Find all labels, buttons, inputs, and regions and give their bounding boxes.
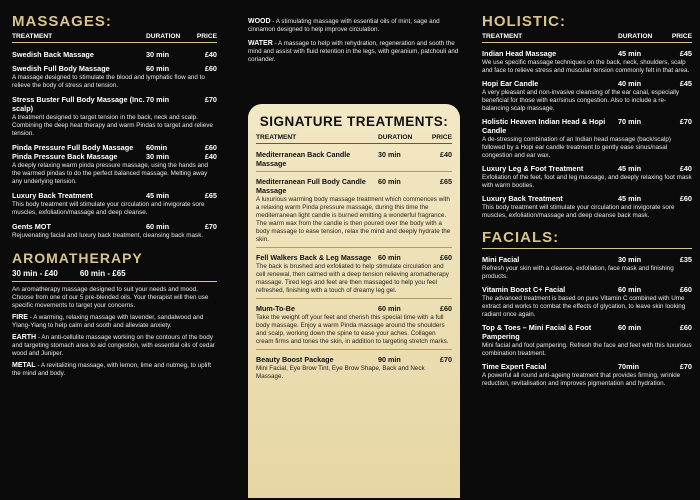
- massage-item: [12, 143, 217, 186]
- item-duration: 70min: [618, 362, 640, 371]
- item-duration: 45 min: [618, 49, 642, 58]
- item-price: £45: [679, 79, 692, 88]
- oil-text: - A warming, relaxing massage with lavender, sandalwood and Ylang-Ylang to help calm and sooth and alleviate anxiety.: [12, 314, 204, 329]
- holistic-header: [482, 33, 692, 43]
- item-duration: 45 min: [146, 191, 170, 200]
- item-name: Indian Head Massage: [482, 49, 557, 58]
- massages-title: MASSAGES:: [12, 13, 112, 30]
- facial-item: [482, 323, 692, 358]
- signature-title: SIGNATURE TREATMENTS:: [259, 114, 449, 129]
- item-duration: 30 min: [146, 50, 170, 59]
- massage-item: [12, 64, 217, 90]
- item-price: £40: [440, 150, 452, 159]
- oil-label: METAL: [12, 362, 36, 369]
- item-name: Swedish Full Body Massage: [12, 64, 110, 73]
- item-description: This body treatment will stimulate your circulation and invigorate sore muscles, exfoliation/massage and deep cleanse.: [12, 201, 205, 216]
- item-name: Time Expert Facial: [482, 362, 547, 371]
- item-description: Mini Facial, Eye Brow Tint, Eye Brow Shape, Back and Neck Massage.: [256, 365, 425, 380]
- oil-label: WOOD: [248, 18, 271, 25]
- item-price: £60: [679, 285, 692, 294]
- item-duration: 60 min: [378, 177, 401, 186]
- header-price: PRICE: [196, 33, 217, 40]
- header-duration: DURATION: [146, 33, 181, 40]
- item-price: £40: [679, 164, 692, 173]
- signature-item: [256, 150, 452, 172]
- item-price: £70: [679, 362, 692, 371]
- item-name: Stress Buster Full Body Massage (Inc. scalp): [12, 95, 145, 113]
- item-name: Top & Toes – Mini Facial & Foot Pampering: [482, 323, 592, 341]
- item-name: Beauty Boost Package: [256, 355, 334, 364]
- item-description: We use specific massage techniques on the back, neck, shoulders, scalp and face to relieve stress and muscular tension commonly felt in that area.: [482, 59, 690, 74]
- facial-item: [482, 285, 692, 319]
- item-price: £35: [679, 255, 692, 264]
- aroma-continued-column: [248, 0, 466, 64]
- item-price: £40: [204, 152, 217, 161]
- item-name: Pinda Pressure Full Body Massage: [12, 143, 134, 152]
- aroma-price-60: 60 min - £65: [79, 269, 126, 278]
- item-description: A very pleasant and non-invasive cleansing of the ear canal, especially beneficial for those with ear/sinus congestion. Also to include a re-balancing scalp massage.: [482, 89, 680, 112]
- massage-item: [12, 222, 217, 240]
- holistic-item: [482, 194, 692, 220]
- item-duration: 30 min: [146, 152, 170, 161]
- item-price: £60: [679, 323, 692, 332]
- holistic-facials-column: [482, 0, 692, 388]
- item-description: A treatment designed to target tension in the back, neck and scalp. Combining the deep heat therapy and warm Pindas to target and relieve tension.: [12, 114, 213, 137]
- item-price: £60: [204, 64, 217, 73]
- oil-fire: [12, 314, 217, 330]
- signature-item: [256, 177, 452, 248]
- header-treatment: TREATMENT: [12, 33, 53, 40]
- item-description: A powerful all round anti-ageing treatment that provides firming, wrinkle reduction, revitalisation and improves pigmentation and hydration.: [482, 372, 681, 387]
- item-description: The advanced treatment is based on pure Vitamin C combined with Ume extract and works to combat the effects of glycation, to leave skin looking radiant once again.: [482, 295, 686, 318]
- item-price: £70: [204, 95, 217, 104]
- item-description: Mini facial and foot pampering. Refresh the face and feet with this luxurious combination treatment.: [482, 342, 692, 357]
- item-duration: 70 min: [146, 95, 170, 104]
- item-price: £60: [679, 194, 692, 203]
- massages-column: [12, 0, 217, 378]
- item-description: Take the weight off your feet and cherish this special time with a full body massage. Enjoy a warm Pinda massage around the shoulders and scalp, working down the spine to ease your aches. Collagen cream firms and tones the skin, in addition to targeting stretch marks.: [256, 314, 449, 345]
- oil-text: - A revitalizing massage, with lemon, lime and nutmeg, to uplift the mind and body.: [12, 362, 211, 377]
- item-duration: 60min: [146, 143, 168, 152]
- oil-label: WATER: [248, 40, 273, 47]
- header-duration: DURATION: [618, 33, 653, 40]
- oil-water: [248, 40, 466, 64]
- header-treatment: TREATMENT: [482, 33, 523, 40]
- massage-item: [12, 95, 217, 138]
- facial-item: [482, 255, 692, 281]
- item-description: Rejuvenating facial and luxury back treatment, cleansing back mask.: [12, 232, 204, 239]
- item-price: £65: [440, 177, 452, 186]
- item-price: £70: [440, 355, 452, 364]
- item-price: £40: [204, 50, 217, 59]
- item-description: A de-stressing combination of an Indian head massage (back/scalp) followed by a Hopi ear candle treatment to gently ease sinus/nasal congestion and ear wax.: [482, 136, 672, 159]
- oil-label: EARTH: [12, 334, 37, 341]
- item-name: Mum-To-Be: [256, 304, 295, 313]
- oil-wood: [248, 18, 466, 34]
- item-duration: 60 min: [618, 285, 642, 294]
- item-description: A luxurious warming body massage treatment which commences with a relaxing warm Pinda pressure massage, during this time the mediterranean light candle is burned emitting a wonderful fragrance. The warm wax from the candle is then poured over the body with a body massage to ease tension, relax the mind and deeply hydrate the skin.: [256, 196, 451, 243]
- header-price: PRICE: [671, 33, 692, 40]
- item-name: Luxury Back Treatment: [12, 191, 93, 200]
- item-name: Mediterranean Full Body Candle Massage: [256, 177, 366, 195]
- item-price: £60: [440, 304, 452, 313]
- oil-metal: [12, 362, 217, 378]
- holistic-title: HOLISTIC:: [482, 13, 566, 30]
- oil-earth: [12, 334, 217, 358]
- item-description: This body treatment will stimulate your circulation and invigorate sore muscles, exfoliation/massage and deep cleanse back mask.: [482, 204, 675, 219]
- aromatherapy-intro: An aromatherapy massage designed to suit your needs and mood. Choose from one of our 5 pre-blended oils. Your therapist will then use specific movements to target your concerns.: [12, 286, 209, 309]
- item-price: £60: [440, 253, 452, 262]
- item-name: Mediterranean Back Candle Massage: [256, 150, 351, 168]
- item-name: Vitamin Boost C+ Facial: [482, 285, 566, 294]
- item-name: Holistic Heaven Indian Head & Hopi Candle: [482, 117, 606, 135]
- oil-text: - A massage to help with rehydration, regeneration and sooth the mind and assist with fluid retention in the legs, with geranium, patchouli and coriander.: [248, 40, 459, 63]
- signature-panel: [248, 104, 460, 498]
- massage-item: [12, 191, 217, 217]
- aroma-price-30: 30 min - £40: [12, 269, 58, 278]
- item-duration: 60 min: [378, 253, 401, 262]
- header-duration: DURATION: [378, 134, 413, 141]
- item-description: A massage designed to stimulate the blood and lymphatic flow and to relieve the body of stress and tension.: [12, 74, 205, 89]
- item-duration: 90 min: [378, 355, 401, 364]
- item-duration: 45 min: [618, 194, 642, 203]
- item-duration: 70 min: [618, 117, 642, 126]
- oil-text: - An anti-cellulite massage working on the contours of the body and targeting stomach area to aid congestion, with essential oils of cedar wood and Juniper.: [12, 334, 216, 357]
- item-duration: 30 min: [378, 150, 401, 159]
- item-price: £65: [204, 191, 217, 200]
- item-name: Gents MOT: [12, 222, 51, 231]
- massages-header: [12, 33, 217, 43]
- signature-header: [256, 134, 452, 144]
- item-duration: 45 min: [618, 164, 642, 173]
- item-name: Hopi Ear Candle: [482, 79, 539, 88]
- holistic-item: [482, 164, 692, 190]
- item-duration: 60 min: [146, 64, 170, 73]
- massage-item: [12, 50, 217, 59]
- item-price: £60: [204, 143, 217, 152]
- item-description: Refresh your skin with a cleanse, exfoliation, face mask and finishing products.: [482, 265, 674, 280]
- oil-label: FIRE: [12, 314, 28, 321]
- item-name: Mini Facial: [482, 255, 520, 264]
- signature-item: [256, 304, 452, 350]
- holistic-item: [482, 49, 692, 75]
- item-name: Luxury Leg & Foot Treatment: [482, 164, 584, 173]
- signature-item: [256, 253, 452, 299]
- signature-item: [256, 355, 452, 384]
- aromatherapy-title: AROMATHERAPY: [12, 250, 143, 266]
- item-description: A deeply relaxing warm pinda pressure massage, using the hands and the warmed pindas to do the perfect balanced massage. Melting away any underlying tension.: [12, 162, 209, 185]
- item-price: £45: [679, 49, 692, 58]
- item-name: Swedish Back Massage: [12, 50, 94, 59]
- holistic-item: [482, 79, 692, 113]
- item-name: Luxury Back Treatment: [482, 194, 563, 203]
- item-duration: 30 min: [618, 255, 642, 264]
- item-description: The back is brushed and exfoliated to help stimulate circulation and cell renewal, then calmed with a deep tension relieving aromatherapy massage. Tired legs and feet are then massaged to help you feel refreshed, finishing with a touch of dreamy leg gel.: [256, 263, 449, 294]
- item-price: £70: [204, 222, 217, 231]
- item-duration: 60 min: [378, 304, 401, 313]
- oil-text: - A stimulating massage with essential oils of mint, sage and cinnamon designed to help improve circulation.: [248, 18, 440, 33]
- holistic-item: [482, 117, 692, 160]
- header-price: PRICE: [431, 134, 452, 141]
- facial-item: [482, 362, 692, 388]
- item-duration: 60 min: [146, 222, 170, 231]
- facials-title: FACIALS:: [482, 229, 692, 249]
- aromatherapy-prices: [12, 269, 217, 282]
- item-name: Pinda Pressure Back Massage: [12, 152, 118, 161]
- item-duration: 60 min: [618, 323, 642, 332]
- item-description: Exfoliation of the feet, foot and leg massage, and deeply relaxing foot mask with warm booties.: [482, 174, 692, 189]
- item-duration: 40 min: [618, 79, 642, 88]
- item-price: £70: [679, 117, 692, 126]
- header-treatment: TREATMENT: [256, 134, 297, 141]
- item-name: Fell Walkers Back & Leg Massage: [256, 253, 372, 262]
